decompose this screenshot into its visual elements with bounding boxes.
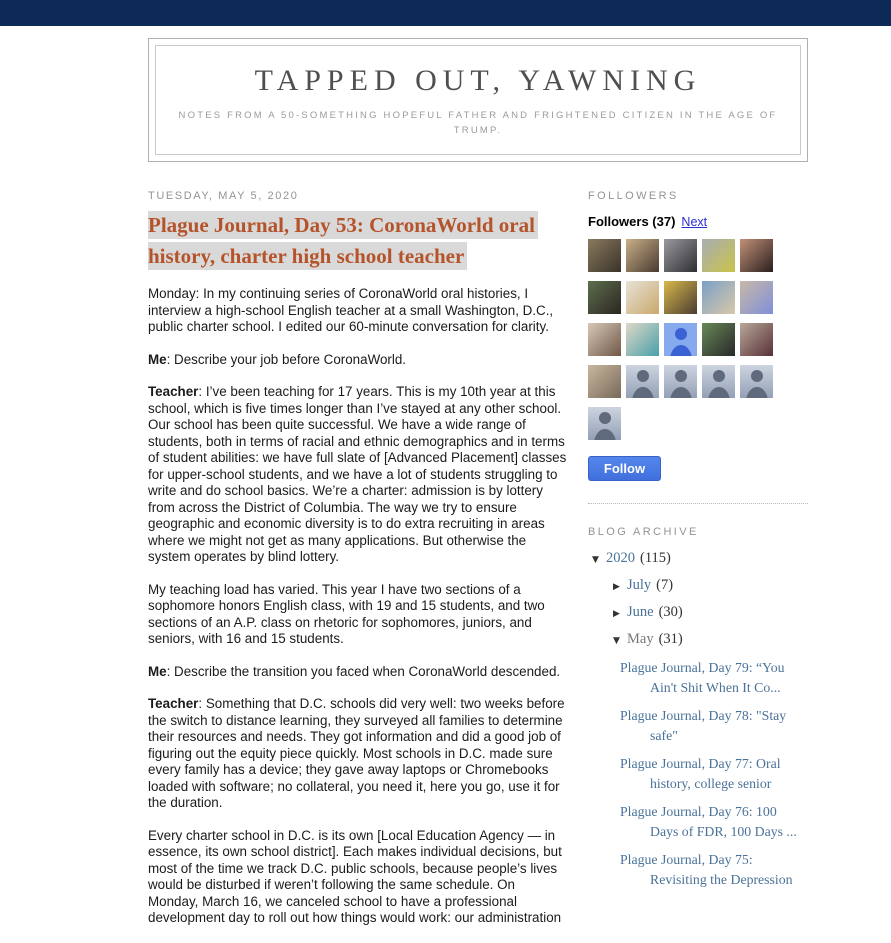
archive-post-list bbox=[620, 658, 808, 889]
sidebar bbox=[588, 190, 808, 943]
follower-avatar[interactable] bbox=[740, 281, 773, 314]
followers-next-link[interactable]: Next bbox=[681, 215, 708, 230]
follower-avatar[interactable] bbox=[740, 323, 773, 356]
follower-avatar-placeholder[interactable] bbox=[664, 323, 697, 356]
speaker-label: Teacher bbox=[148, 384, 199, 400]
follower-avatar-placeholder[interactable] bbox=[740, 365, 773, 398]
post-body bbox=[148, 286, 568, 927]
post-paragraph: Every charter school in D.C. is its own [Local Education Agency — in essence, its own school district]. Each makes individual decisions, but most of the time we track D.C. public schools, because people’s lives would be disturbed if weren’t following the same schedule. On Monday, March 16, we canceled school to have a professional development day to roll out how things would work: our administration bbox=[148, 827, 562, 926]
archive-item-june bbox=[613, 604, 808, 621]
collapse-arrow-icon[interactable]: ▼ bbox=[613, 636, 620, 647]
post-date: TUESDAY, MAY 5, 2020 bbox=[148, 190, 299, 203]
follow-button[interactable]: Follow bbox=[588, 456, 661, 481]
archive-count: (7) bbox=[656, 577, 674, 594]
follower-avatar[interactable] bbox=[740, 239, 773, 272]
follower-avatar[interactable] bbox=[702, 281, 735, 314]
archive-link-2020[interactable]: 2020 bbox=[606, 550, 635, 567]
blog-archive-label: BLOG ARCHIVE bbox=[588, 526, 699, 539]
follower-avatar[interactable] bbox=[588, 365, 621, 398]
follower-avatar[interactable] bbox=[664, 281, 697, 314]
follower-avatar-placeholder[interactable] bbox=[664, 365, 697, 398]
follower-avatar[interactable] bbox=[626, 239, 659, 272]
person-silhouette-icon bbox=[632, 387, 654, 398]
person-silhouette-icon bbox=[675, 328, 687, 340]
post-paragraph: My teaching load has varied. This year I have two sections of a sophomore honors English class, with 19 and 15 students, and two sections of an A.P. class on rhetoric for sophomores, juniors, and seniors, with 16 and 15 students. bbox=[148, 581, 545, 647]
followers-widget bbox=[588, 190, 808, 481]
follower-avatar[interactable] bbox=[702, 323, 735, 356]
widget-separator bbox=[588, 503, 808, 504]
post-paragraph: Me: Describe the transition you faced when CoronaWorld descended. bbox=[148, 663, 561, 679]
post-title-text[interactable]: Plague Journal, Day 53: CoronaWorld oral history, charter high school teacher bbox=[148, 211, 538, 270]
followers-avatar-grid bbox=[588, 239, 808, 440]
archive-count: (30) bbox=[658, 604, 683, 621]
post-paragraph: Teacher: I’ve been teaching for 17 years. This is my 10th year at this school, which is five times longer than I’ve stayed at any other school. Our school has been quite successful. We have a wide range of students, both in terms of racial and ethnic demographics and in terms of student abilities: we have full slate of [Advanced Placement] classes for upper-school students, and we have a lot of students struggling to write and do school basics. We’re a charter: admission is by lottery from across the District of Columbia. The way we try to ensure geographic and economic diversity is to do extra recruiting in areas where we might not get as many applications. But otherwise the system operates by blind lottery. bbox=[148, 384, 567, 565]
follower-avatar[interactable] bbox=[588, 239, 621, 272]
post-paragraph: Monday: In my continuing series of CoronaWorld oral histories, I interview a high-school English teacher at a small Washington, D.C., public charter school. I edited our 60-minute conversation for clarity. bbox=[148, 286, 554, 335]
collapse-arrow-icon[interactable]: ▼ bbox=[592, 555, 599, 566]
person-silhouette-icon bbox=[708, 387, 730, 398]
archive-post-item bbox=[620, 850, 808, 889]
blogger-navbar bbox=[0, 0, 891, 26]
archive-post-link[interactable]: Plague Journal, Day 79: “You Ain't Shit When It Co... bbox=[620, 660, 785, 695]
person-silhouette-icon bbox=[675, 370, 687, 382]
expand-arrow-icon[interactable]: ▶ bbox=[613, 582, 620, 593]
followers-widget-label: FOLLOWERS bbox=[588, 190, 679, 203]
person-silhouette-icon bbox=[746, 387, 768, 398]
blog-header-frame bbox=[148, 38, 808, 162]
follower-avatar[interactable] bbox=[664, 239, 697, 272]
archive-post-link[interactable]: Plague Journal, Day 76: 100 Days of FDR, 100 Days ... bbox=[620, 804, 797, 839]
archive-item-may bbox=[613, 631, 808, 648]
follower-avatar[interactable] bbox=[588, 323, 621, 356]
archive-post-link[interactable]: Plague Journal, Day 75: Revisiting the Depression bbox=[620, 852, 793, 887]
person-silhouette-icon bbox=[670, 387, 692, 398]
follower-avatar[interactable] bbox=[626, 281, 659, 314]
follower-avatar[interactable] bbox=[588, 281, 621, 314]
archive-post-link[interactable]: Plague Journal, Day 77: Oral history, college senior bbox=[620, 756, 781, 791]
post-title[interactable] bbox=[148, 210, 568, 272]
follower-avatar-placeholder[interactable] bbox=[588, 407, 621, 440]
person-silhouette-icon bbox=[670, 345, 692, 356]
person-silhouette-icon bbox=[751, 370, 763, 382]
archive-count: (115) bbox=[640, 550, 671, 567]
archive-link-june[interactable]: June bbox=[627, 604, 654, 621]
follower-avatar[interactable] bbox=[626, 323, 659, 356]
person-silhouette-icon bbox=[713, 370, 725, 382]
post-paragraph: Me: Describe your job before CoronaWorld. bbox=[148, 351, 407, 367]
archive-post-item bbox=[620, 802, 808, 841]
person-silhouette-icon bbox=[637, 370, 649, 382]
expand-arrow-icon[interactable]: ▶ bbox=[613, 609, 620, 620]
follower-avatar-placeholder[interactable] bbox=[626, 365, 659, 398]
archive-link-july[interactable]: July bbox=[627, 577, 652, 594]
followers-header bbox=[588, 214, 808, 229]
archive-post-item bbox=[620, 754, 808, 793]
blog-header bbox=[155, 45, 801, 155]
person-silhouette-icon bbox=[594, 429, 616, 440]
blog-title[interactable]: TAPPED OUT, YAWNING bbox=[254, 64, 702, 97]
followers-count: Followers (37) bbox=[588, 214, 676, 230]
post-paragraph: Teacher: Something that D.C. schools did very well: two weeks before the switch to distance learning, they surveyed all families to determine their resources and needs. They got information and did a good job of figuring out the equity piece quickly. Most schools in D.C. made sure every family has a device; they gave away laptops or Chromebooks loaded with software; no collateral, you need it, here you go, use it for the duration. bbox=[148, 696, 565, 811]
content-area bbox=[148, 190, 808, 943]
archive-post-link[interactable]: Plague Journal, Day 78: "Stay safe" bbox=[620, 708, 787, 743]
archive-count: (31) bbox=[658, 631, 683, 648]
speaker-label: Teacher bbox=[148, 696, 199, 712]
follower-avatar-placeholder[interactable] bbox=[702, 365, 735, 398]
archive-label-may: May bbox=[627, 631, 654, 648]
archive-item-2020 bbox=[592, 550, 808, 567]
blog-subtitle: NOTES FROM A 50-SOMETHING HOPEFUL FATHER AND FRIGHTENED CITIZEN IN THE AGE OF TRUMP. bbox=[178, 110, 778, 137]
archive-tree bbox=[588, 550, 808, 648]
speaker-label: Me bbox=[148, 663, 167, 679]
archive-post-item bbox=[620, 658, 808, 697]
archive-item-july bbox=[613, 577, 808, 594]
follower-avatar[interactable] bbox=[702, 239, 735, 272]
speaker-label: Me bbox=[148, 351, 167, 367]
archive-post-item bbox=[620, 706, 808, 745]
person-silhouette-icon bbox=[599, 412, 611, 424]
main-column bbox=[148, 190, 568, 943]
